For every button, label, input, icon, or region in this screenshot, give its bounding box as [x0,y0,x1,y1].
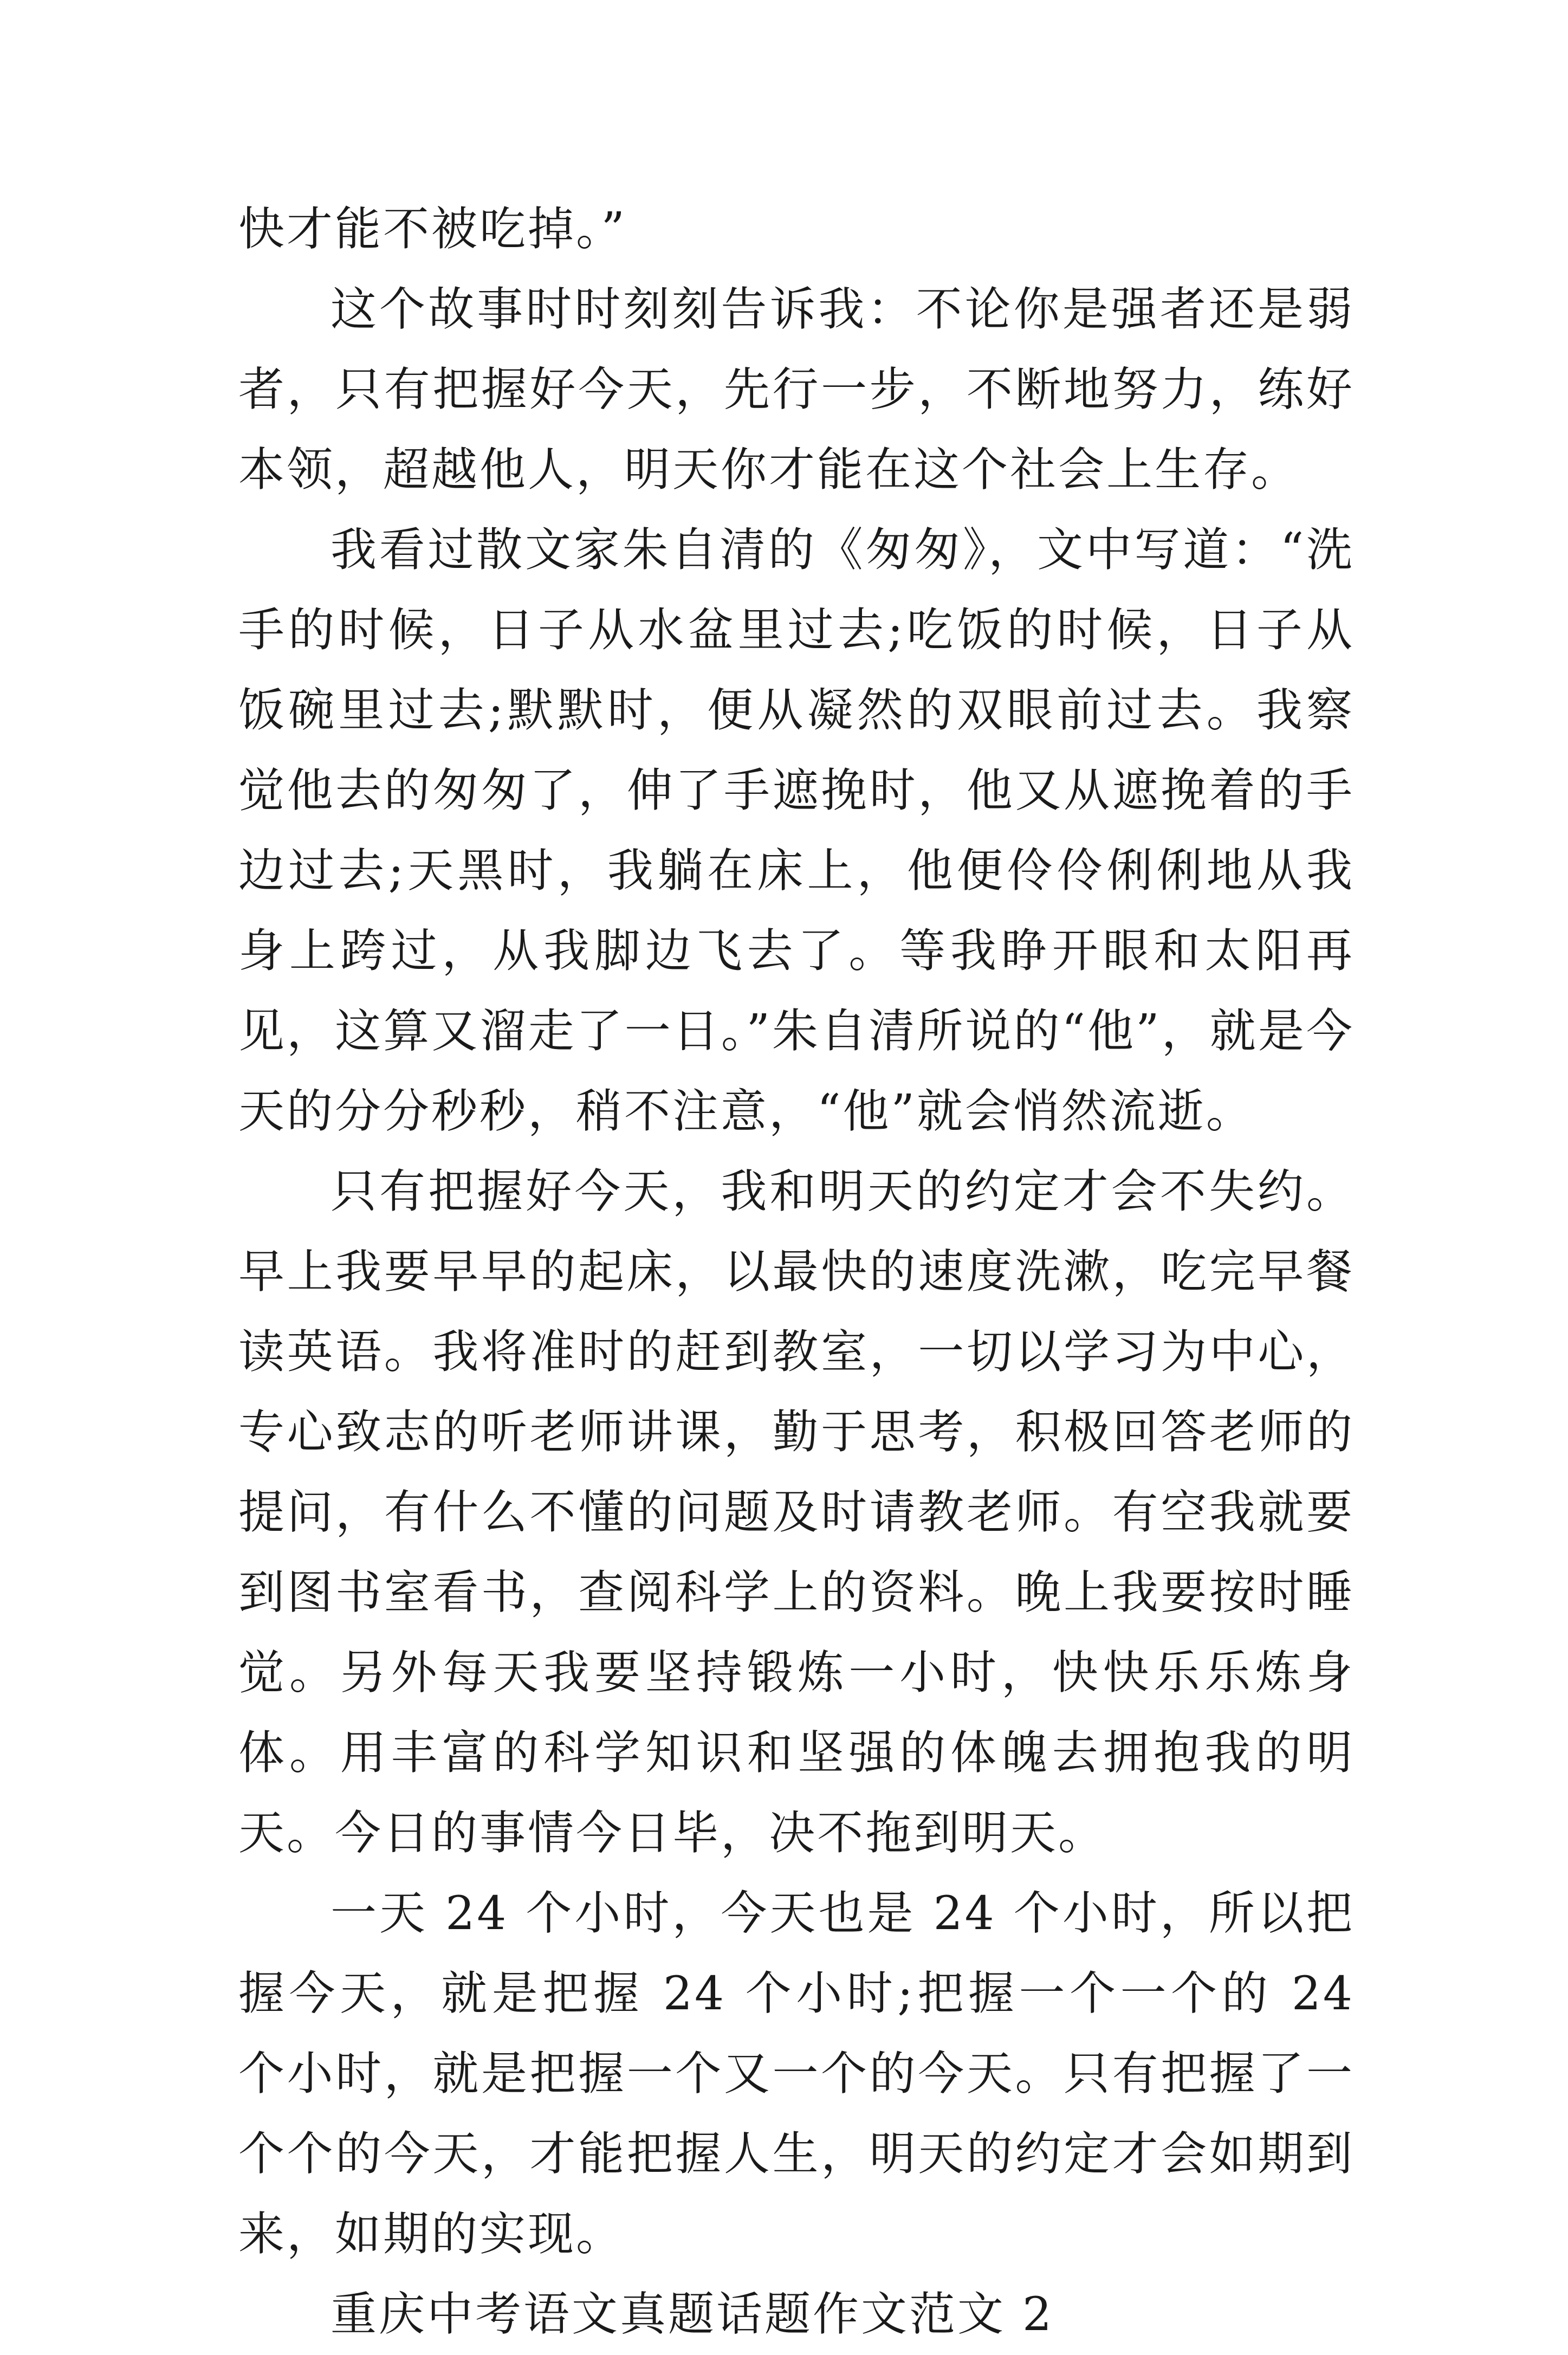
paragraph: 只有把握好今天，我和明天的约定才会不失约。早上我要早早的起床，以最快的速度洗漱，吃完早餐读英语。我将准时的赶到教室，一切以学习为中心，专心致志的听老师讲课，勤于思考，积极回答老师的提问，有什么不懂的问题及时请教老师。有空我就要到图书室看书，查阅科学上的资料。晚上我要按时睡觉。另外每天我要坚持锻炼一小时，快快乐乐炼身体。用丰富的科学知识和坚强的体魄去拥抱我的明天。今日的事情今日毕，决不拖到明天。 [238,1165,1355,1860]
paragraph: 我看过散文家朱自清的《匆匆》，文中写道：“洗手的时候，日子从水盆里过去;吃饭的时候，日子从饭碗里过去;默默时，便从凝然的双眼前过去。我察觉他去的匆匆了，伸了手遮挽时，他又从遮挽着的手边过去;天黑时，我躺在床上，他便伶伶俐俐地从我身上跨过，从我脚边飞去了。等我睁开眼和太阳再见，这算又溜走了一日。”朱自清所说的“他”，就是今天的分分秒秒，稍不注意，“他”就会悄然流逝。 [238,523,1355,1138]
paragraph-continuation: 快才能不被吃掉。” [238,203,627,256]
paragraph: 一天 24 个小时，今天也是 24 个小时，所以把握今天，就是把握 24 个小时;把握一个一个的 24 个小时，就是把握一个又一个的今天。只有把握了一个个的今天，才能把握人生，明天的约定才会如期到来，如期的实现。 [238,1887,1355,2261]
paragraph: 这个故事时时刻刻告诉我：不论你是强者还是弱者，只有把握好今天，先行一步，不断地努力，练好本领，超越他人，明天你才能在这个社会上生存。 [238,283,1355,497]
section-title: 重庆中考语文真题话题作文范文 2 [331,2288,1054,2341]
document-body [238,190,1355,2355]
